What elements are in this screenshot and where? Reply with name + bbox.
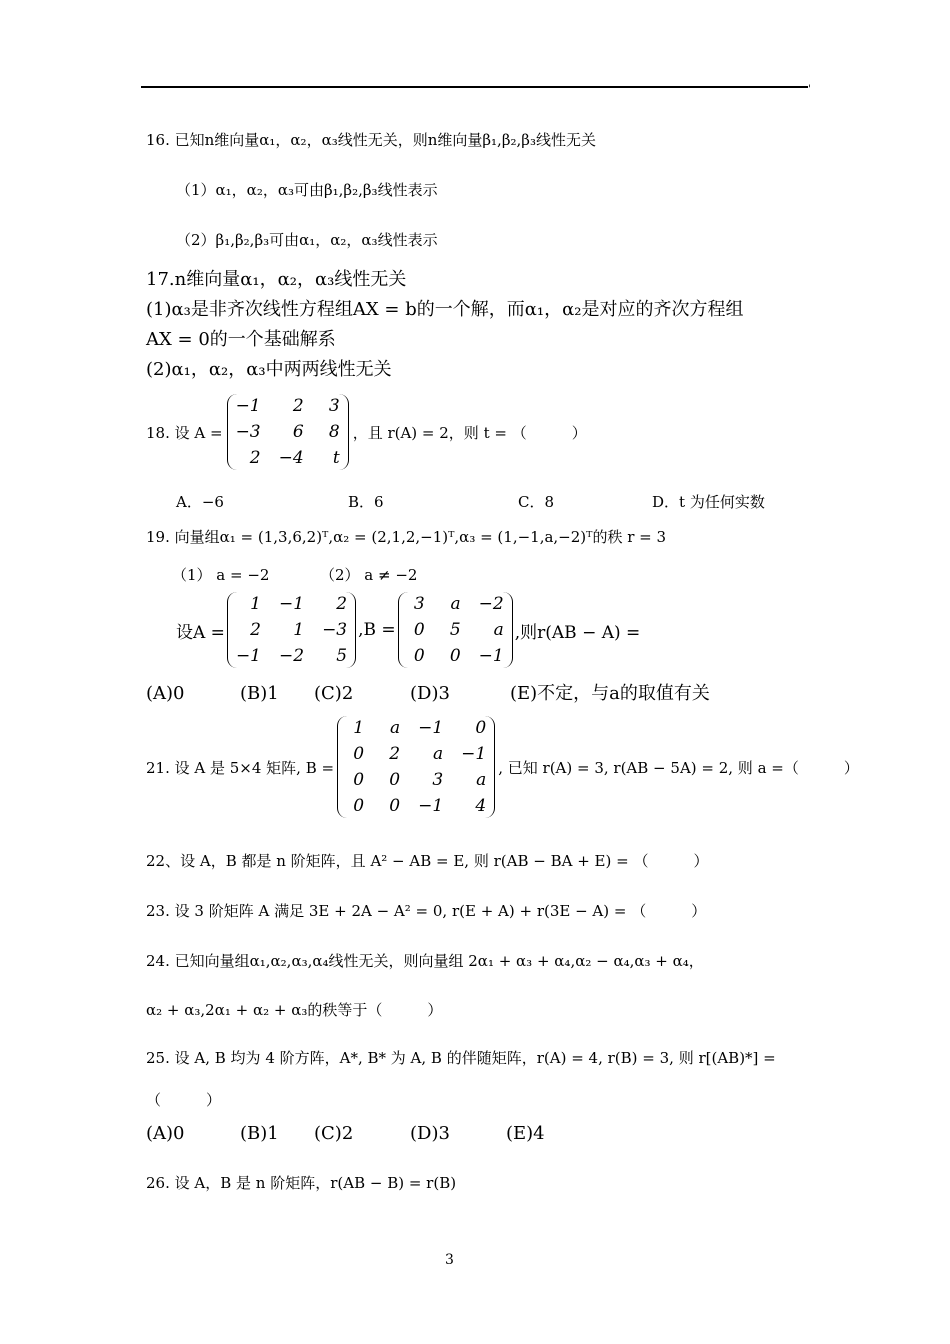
matrix-cell: a bbox=[389, 718, 401, 738]
q20-option-c: (C)2 bbox=[314, 683, 354, 704]
q19-option-1: （1） a = −2 bbox=[172, 566, 270, 584]
matrix-cell: 8 bbox=[328, 422, 340, 442]
q17-option-1b: AX = 0的一个基础解系 bbox=[146, 329, 336, 350]
matrix-cell: −1 bbox=[279, 594, 305, 614]
matrix-cell: 0 bbox=[389, 796, 401, 816]
matrix-cell: 0 bbox=[475, 718, 487, 738]
q18-option-b: B．6 bbox=[348, 493, 384, 511]
q20-prefix: 设A = bbox=[176, 622, 225, 643]
matrix-cell: −1 bbox=[461, 744, 487, 764]
q17-option-2: (2)α₁，α₂，α₃中两两线性无关 bbox=[146, 359, 392, 380]
matrix-cell: −1 bbox=[478, 646, 504, 666]
matrix-cell: 0 bbox=[449, 646, 461, 666]
matrix-cell: 0 bbox=[353, 796, 365, 816]
q20-option-e: (E)不定，与a的取值有关 bbox=[510, 683, 710, 704]
matrix-cell: 3 bbox=[413, 594, 425, 614]
matrix-cell: 4 bbox=[475, 796, 487, 816]
matrix-cell: a bbox=[450, 594, 461, 614]
q19-option-2: （2） a ≠ −2 bbox=[320, 566, 418, 584]
q18-option-d: D．t 为任何实数 bbox=[652, 493, 765, 511]
matrix-cell: 3 bbox=[432, 770, 444, 790]
q18-option-c: C．8 bbox=[518, 493, 555, 511]
q20-suffix: ,则r(AB − A) = bbox=[514, 622, 641, 643]
q26-text: 26. 设 A，B 是 n 阶矩阵，r(AB − B) = r(B) bbox=[146, 1174, 457, 1192]
page-number: 3 bbox=[445, 1252, 454, 1268]
matrix-cell: 0 bbox=[353, 770, 365, 790]
matrix-cell: −1 bbox=[235, 396, 261, 416]
matrix-cell: 5 bbox=[336, 646, 348, 666]
matrix-cell: −4 bbox=[278, 448, 304, 468]
matrix-cell: 0 bbox=[413, 620, 425, 640]
matrix-cell: 1 bbox=[353, 718, 365, 738]
q18-prefix: 18. 设 A = bbox=[146, 423, 223, 442]
q24-line-1: 24. 已知向量组α₁,α₂,α₃,α₄线性无关，则向量组 2α₁ + α₃ + α₄,α₂ − α₄,α₃ + α₄， bbox=[146, 952, 704, 970]
q23-text: 23. 设 3 阶矩阵 A 满足 3E + 2A − A² = 0, r(E + A) + r(3E − A) = （ ） bbox=[146, 902, 707, 920]
q18-expression bbox=[146, 394, 587, 470]
matrix-cell: −1 bbox=[418, 718, 444, 738]
q25-option-d: (D)3 bbox=[410, 1123, 450, 1144]
matrix-cell: a bbox=[493, 620, 504, 640]
q25-option-c: (C)2 bbox=[314, 1123, 354, 1144]
matrix-cell: 2 bbox=[336, 594, 348, 614]
matrix-cell: −2 bbox=[478, 594, 504, 614]
matrix-cell: 2 bbox=[250, 620, 261, 640]
header-mark: ' bbox=[808, 84, 811, 95]
header-rule bbox=[141, 86, 808, 88]
q18-option-a: A．−6 bbox=[176, 493, 224, 511]
q17-option-1a: (1)α₃是非齐次线性方程组AX = b的一个解，而α₁，α₂是对应的齐次方程组 bbox=[146, 299, 744, 320]
q20-option-d: (D)3 bbox=[410, 683, 450, 704]
matrix-cell: 5 bbox=[449, 620, 461, 640]
matrix-cell: −3 bbox=[322, 620, 348, 640]
matrix-cell: 0 bbox=[389, 770, 401, 790]
q16-option-2: （2）β₁,β₂,β₃可由α₁，α₂，α₃线性表示 bbox=[176, 231, 438, 249]
matrix-cell: −1 bbox=[418, 796, 444, 816]
q19-stem: 19. 向量组α₁ = (1,3,6,2)ᵀ,α₂ = (2,1,2,−1)ᵀ,α₃ = (1,−1,a,−2)ᵀ的秩 r = 3 bbox=[146, 528, 667, 546]
matrix-cell: 0 bbox=[353, 744, 365, 764]
matrix-cell: a bbox=[433, 744, 444, 764]
matrix-cell: 2 bbox=[249, 448, 261, 468]
q18-suffix: ，且 r(A) = 2，则 t = （ ） bbox=[352, 423, 587, 442]
q18-matrix bbox=[227, 394, 349, 470]
q25-option-a: (A)0 bbox=[146, 1123, 185, 1144]
q25-option-b: (B)1 bbox=[240, 1123, 279, 1144]
matrix-cell: 1 bbox=[250, 594, 261, 614]
matrix-cell: −1 bbox=[235, 646, 261, 666]
q21-expression bbox=[146, 716, 859, 818]
matrix-cell: a bbox=[476, 770, 487, 790]
matrix-cell: −3 bbox=[235, 422, 261, 442]
q21-suffix: , 已知 r(A) = 3, r(AB − 5A) = 2, 则 a =（ ） bbox=[498, 758, 859, 777]
matrix-cell: 0 bbox=[413, 646, 425, 666]
q20-expression bbox=[176, 592, 640, 668]
q20-matrix-a bbox=[227, 592, 356, 668]
matrix-cell: 3 bbox=[328, 396, 340, 416]
q25-line-2: （ ） bbox=[146, 1091, 222, 1109]
q16-stem: 16. 已知n维向量α₁，α₂，α₃线性无关，则n维向量β₁,β₂,β₃线性无关 bbox=[146, 131, 596, 149]
q21-prefix: 21. 设 A 是 5×4 矩阵, B = bbox=[146, 758, 335, 777]
q25-option-e: (E)4 bbox=[506, 1123, 545, 1144]
q17-stem: 17.n维向量α₁，α₂，α₃线性无关 bbox=[146, 269, 407, 290]
q25-line-1: 25. 设 A, B 均为 4 阶方阵，A*, B* 为 A, B 的伴随矩阵，r(A) = 4, r(B) = 3, 则 r[(AB)*] = bbox=[146, 1049, 776, 1067]
q21-matrix bbox=[337, 716, 495, 818]
q20-matrix-b bbox=[398, 592, 513, 668]
q20-mid: ,B = bbox=[358, 620, 396, 640]
matrix-cell: 2 bbox=[292, 396, 304, 416]
matrix-cell: 2 bbox=[389, 744, 401, 764]
q22-text: 22、设 A，B 都是 n 阶矩阵，且 A² − AB = E, 则 r(AB − BA + E) = （ ） bbox=[146, 852, 709, 870]
matrix-cell: −2 bbox=[279, 646, 305, 666]
q20-option-a: (A)0 bbox=[146, 683, 185, 704]
q24-line-2: α₂ + α₃,2α₁ + α₂ + α₃的秩等于（ ） bbox=[146, 1001, 443, 1019]
matrix-cell: 1 bbox=[293, 620, 305, 640]
q20-option-b: (B)1 bbox=[240, 683, 279, 704]
q16-option-1: （1）α₁，α₂，α₃可由β₁,β₂,β₃线性表示 bbox=[176, 181, 438, 199]
matrix-cell: 6 bbox=[292, 422, 304, 442]
matrix-cell: t bbox=[332, 448, 340, 468]
